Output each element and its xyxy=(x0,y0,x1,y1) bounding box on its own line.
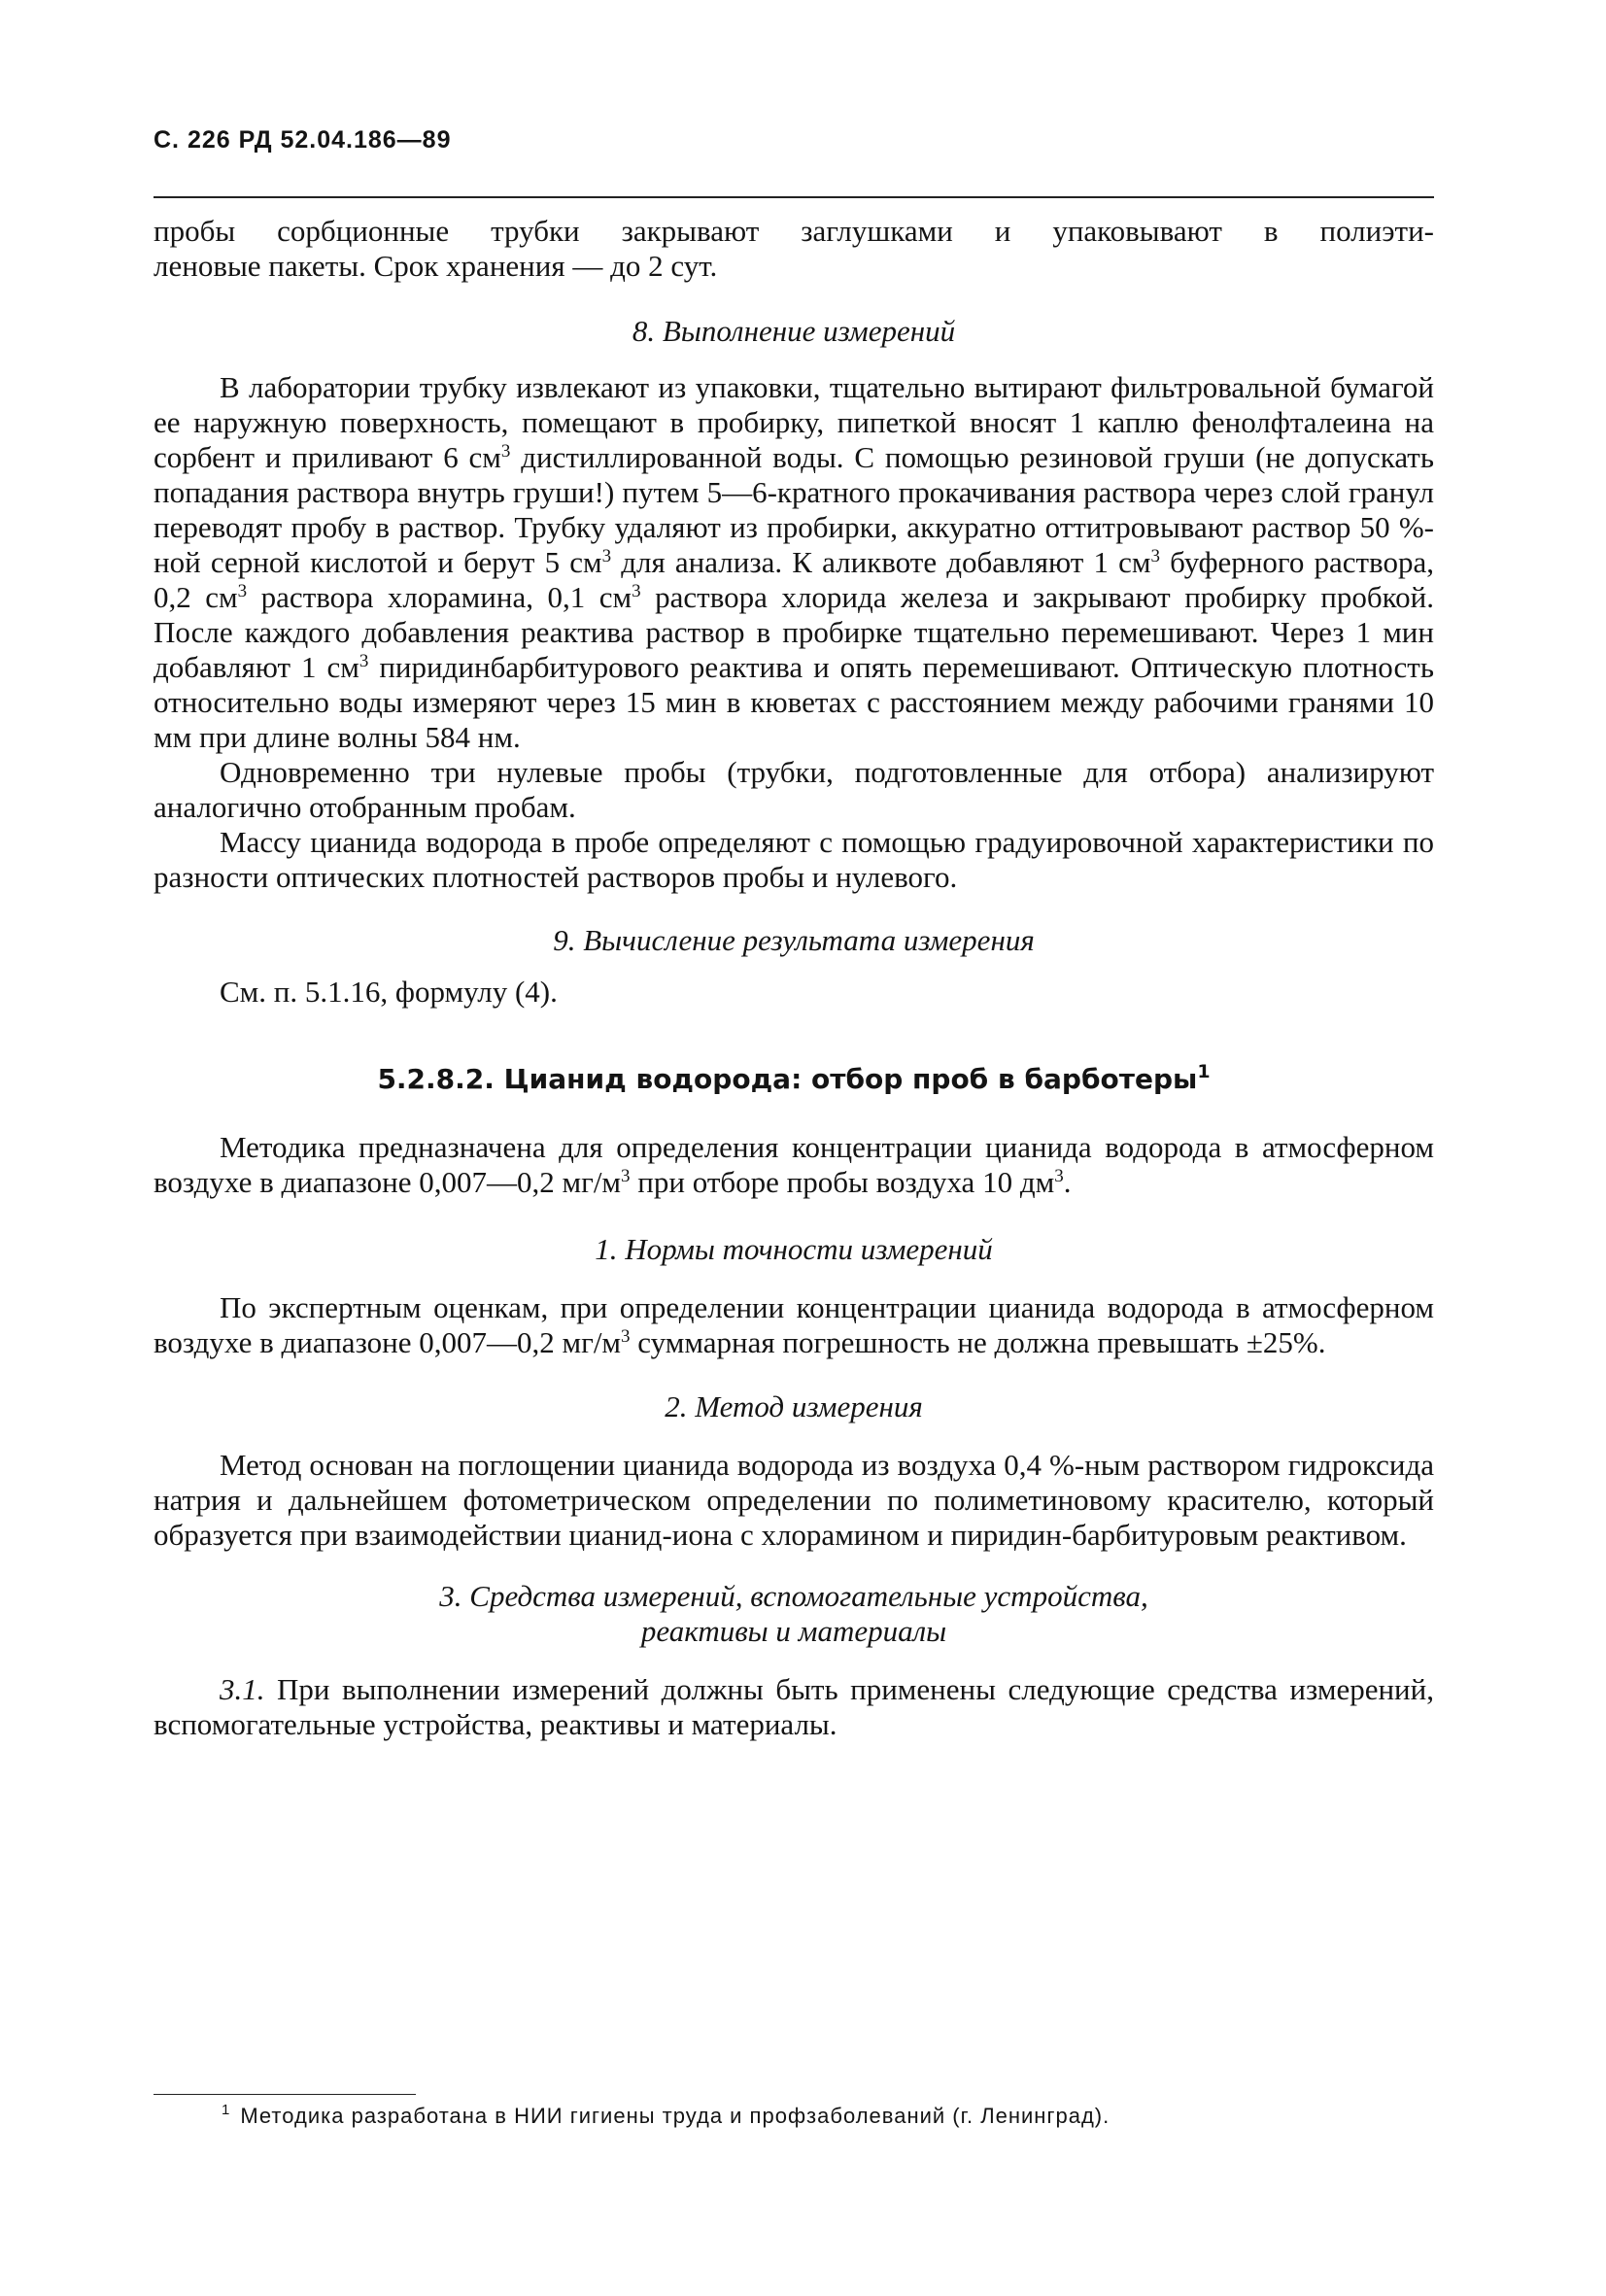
section-3-heading-line-1: 3. Средства измерений, вспомогательные устройства, xyxy=(439,1579,1148,1613)
running-header: С. 226 РД 52.04.186—89 xyxy=(154,126,452,154)
item-number: 3.1. xyxy=(220,1672,265,1706)
continued-paragraph-line-1: пробы сорбционные трубки закрывают заглушками и упаковывают в полиэти- xyxy=(154,214,1434,248)
section-8-paragraph-1: В лаборатории трубку извлекают из упаковки, тщательно вытирают фильтровальной бумагой ее наружную поверхность, помещают в пробирку, пипеткой вносят 1 каплю фенолфталеина на сорбент и приливают 6 $см^3$ дистиллированной воды. С помощью резиновой груши (не допускать попадания раствора внутрь груши!) путем 5—6-кратного прокачивания раствора через слой гранул переводят пробу в раствор. Трубку удаляют из пробирки, аккуратно оттитровывают раствор 50 %-ной серной кислотой и берут 5 $см^3$ для анализа. К аликвоте добавляют 1 $см^3$ буферного раствора, 0,2 $см^3$ раствора хлорамина, 0,1 $см^3$ раствора хлорида железа и закрывают пробирку пробкой. После каждого добавления реактива раствор в пробирке тщательно перемешивают. Через 1 мин добавляют 1 $см^3$ пиридинбарбитурового реактива и опять перемешивают. Оптическую плотность относительно воды измеряют через 15 мин в кюветах с расстоянием между рабочими гранями 10 мм при длине волны 584 нм. xyxy=(154,370,1434,754)
section-8-paragraph-2: Одновременно три нулевые пробы (трубки, подготовленные для отбора) анализируют аналогично отобранным пробам. xyxy=(154,755,1434,824)
section-8-paragraph-3: Массу цианида водорода в пробе определяют с помощью градуировочной характеристики по разности оптических плотностей растворов пробы и нулевого. xyxy=(154,825,1434,894)
section-2-heading: 2. Метод измерения xyxy=(665,1389,923,1423)
section-9-heading: 9. Вычисление результата измерения xyxy=(553,923,1035,957)
footnote-text: Методика разработана в НИИ гигиены труда и профзаболеваний (г. Ленинград). xyxy=(240,2104,1111,2128)
section-5282-heading: 5.2.8.2. Цианид водорода: отбор проб в барботеры$^1$ xyxy=(377,1061,1211,1095)
footnote-rule xyxy=(154,2094,416,2095)
header-rule xyxy=(154,196,1434,198)
section-3-heading-line-2: реактивы и материалы xyxy=(640,1614,947,1648)
footnote-mark: 1 xyxy=(222,2102,231,2118)
section-3-item-1: 3.1. При выполнении измерений должны быть применены следующие средства измерений, вспомогательные устройства, реактивы и материалы. xyxy=(154,1672,1434,1741)
section-8-heading: 8. Выполнение измерений xyxy=(632,314,956,348)
footnote xyxy=(222,2104,1110,2129)
section-9-text: См. п. 5.1.16, формулу (4). xyxy=(220,975,558,1009)
continued-paragraph-line-2: леновые пакеты. Срок хранения — до 2 сут. xyxy=(154,249,718,283)
footnote-reference: 1 xyxy=(1197,1061,1211,1082)
section-1-heading: 1. Нормы точности измерений xyxy=(595,1232,993,1266)
section-1-text: По экспертным оценкам, при определении концентрации цианида водорода в атмосферном воздухе в диапазоне 0,007—0,2 $мг/м^3$ суммарная погрешность не должна превышать ±25%. xyxy=(154,1290,1434,1359)
page-body xyxy=(154,214,1434,1742)
section-2-text: Метод основан на поглощении цианида водорода из воздуха 0,4 %-ным раствором гидроксида натрия и дальнейшем фотометрическом определении по полиметиновому красителю, который образуется при взаимодействии цианид-иона с хлорамином и пиридин-барбитуровым реактивом. xyxy=(154,1448,1434,1552)
section-5282-intro: Методика предназначена для определения концентрации цианида водорода в атмосферном воздухе в диапазоне 0,007—0,2 $мг/м^3$ при отборе пробы воздуха 10 $дм^3$. xyxy=(154,1130,1434,1199)
